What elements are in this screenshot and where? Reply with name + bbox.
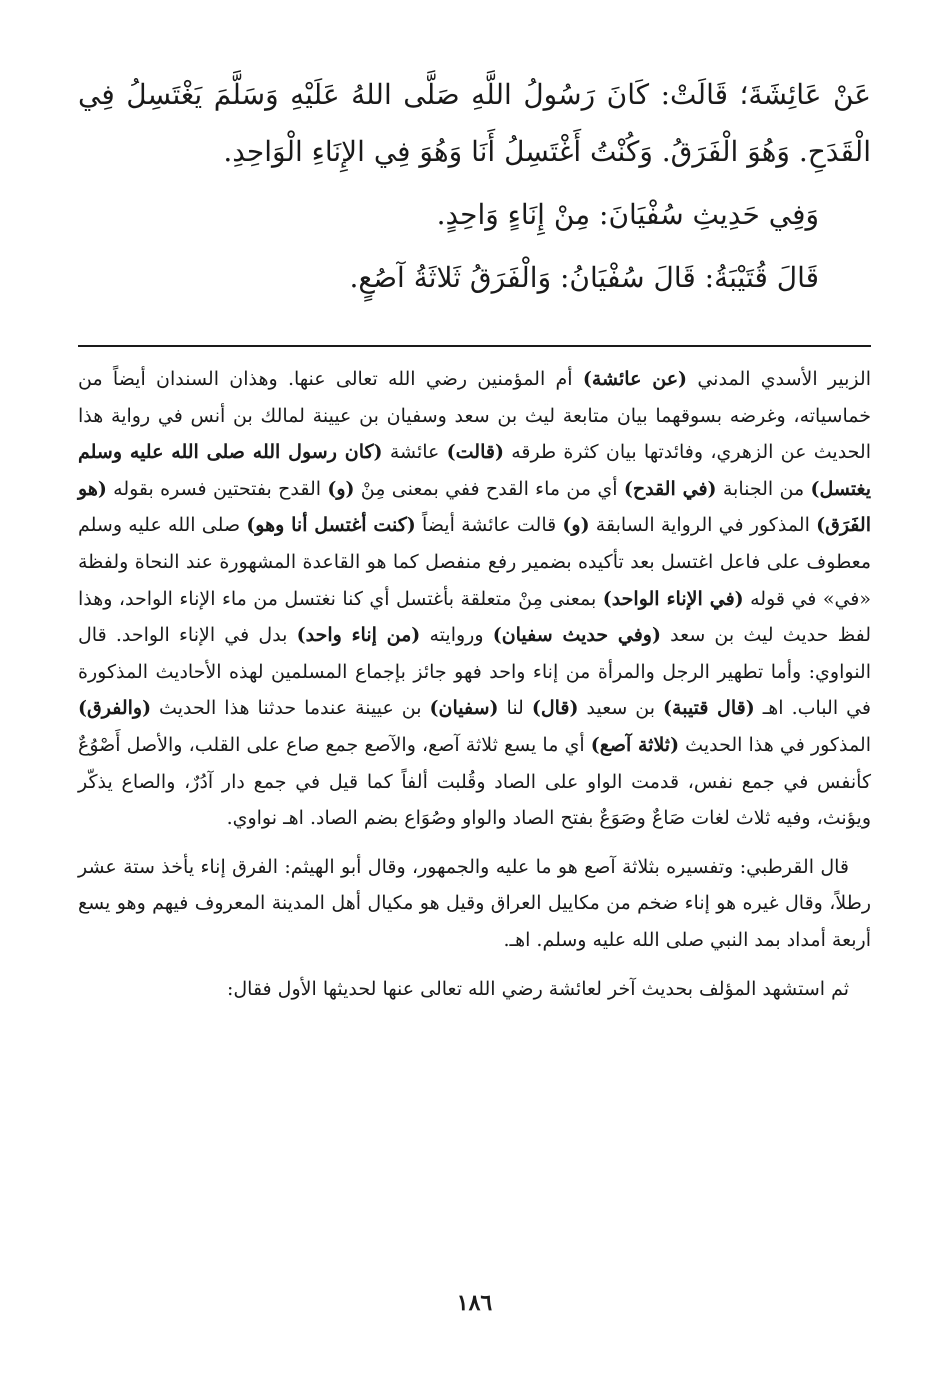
commentary-paragraph-qurtubi: قال القرطبي: وتفسيره بثلاثة آصع هو ما عليه والجمهور، وقال أبو الهيثم: الفرق إناء يأخذ ستة عشر رطلاً، وقال غيره هو إناء ضخم من مكاييل العراق وقيل هو مكيال أهل المدينة المعروف فيهم وهو يسع أربعة أمداد بمد النبي صلى الله عليه وسلم. اهـ. [78,855,871,951]
quoted-term: (والفرق) [78,697,152,720]
commentary-text-run: لنا [498,697,532,720]
commentary-text [78,361,871,1019]
hadith-text [78,66,871,312]
quoted-term: (وفي حديث سفيان) [492,624,661,647]
hadith-sufyan-variant: وَفِي حَدِيثِ سُفْيَانَ: مِنْ إِنَاءٍ وَاحِدٍ. [436,198,819,231]
quoted-term: (هو الفَرَق) [78,477,871,537]
commentary-text-run: أي من ماء القدح ففي بمعنى مِنْ [354,477,624,500]
commentary-text-run: المذكور في الرواية السابقة [589,514,817,537]
commentary-text-run: عائشة [382,441,447,464]
quoted-term: (من إناء واحد) [296,624,421,647]
quoted-term: (عن عائشة) [582,368,688,390]
commentary-text-run: الزبير الأسدي المدني [687,368,871,390]
commentary-text-run: القدح بفتحتين فسره بقوله [106,477,328,500]
commentary-text-run: وروايته [420,624,493,647]
quoted-term: (قال قتيبة) [663,697,755,720]
hadith-qutaybah-note: قَالَ قُتَيْبَةُ: قَالَ سُفْيَانُ: وَالْفَرَقُ ثَلاثَةُ آصُعٍ. [349,261,819,294]
quoted-term: (ثلاثة آصع) [590,733,680,756]
quoted-term: (قالت) [446,441,504,464]
commentary-text-run: بمعنى مِنْ متعلقة بأغتسل أي كنا نغتسل من ماء الإناء الواحد، وهذا لفظ حديث ليث بن سعد [78,587,872,647]
commentary-text-run: من الجنابة [716,477,811,500]
commentary-text-run: أم المؤمنين رضي الله تعالى عنها. وهذان السندان أيضاً من خماسياته، وغرضه بسوقهما بيان متابعة ليث بن سعد وسفيان بن عيينة لمالك بن أنس في رواية هذا الحديث عن الزهري، وفائدتها بيان كثرة طرقه [78,368,871,464]
quoted-term: (و) [327,477,355,500]
page-number: ١٨٦ [456,1290,493,1316]
commentary-text-run: بدل في الإناء الواحد. قال النواوي: وأما تطهير الرجل والمرأة من إناء واحد فهو جائز بإجماع المسلمين لهذه الأحاديث المذكورة في الباب. اهـ [78,624,872,720]
commentary-paragraph-1 [78,361,871,837]
commentary-text-run: بن سعيد [578,697,664,720]
quoted-term: (و) [562,514,590,537]
quoted-term: (قال) [531,697,579,720]
footnote-separator [78,345,871,347]
quoted-term: (في القدح) [623,477,717,500]
quoted-term: (سفيان) [429,697,499,720]
commentary-text-run: المذكور في هذا الحديث [679,733,871,756]
commentary-text-run: بن عيينة عندما حدثنا هذا الحديث [151,697,430,720]
commentary-text-run: أي ما يسع ثلاثة آصع، والآصع جمع صاع على القلب، والأصل أَصْوُعٌ كأنفس في جمع نفس، قدمت الواو على الصاد وقُلبت ألفاً كما قيل في جمع دار آدُرٌ، والصاع يذكّر ويؤنث، وفيه ثلاث لغات صَاعٌ وصَوَعٌ بفتح الصاد والواو وصُوَاع بضم الصاد. اهـ نواوي. [78,733,871,830]
commentary-text-run: قالت عائشة أيضاً [415,514,563,537]
quoted-term: (كان رسول الله صلى الله عليه وسلم يغتسل) [78,441,872,500]
quoted-term: (في الإناء الواحد) [602,587,744,610]
commentary-paragraph-transition: ثم استشهد المؤلف بحديث آخر لعائشة رضي الله تعالى عنها لحديثها الأول فقال: [226,977,849,1000]
commentary-text-run: صلى الله عليه وسلم معطوف على فاعل اغتسل بعد تأكيده بضمير رفع منفصل كما هو القاعدة المشهورة عند النحاة ولفظة «في» في قوله [78,514,871,610]
hadith-main: عَنْ عَائِشَةَ؛ قَالَتْ: كَانَ رَسُولُ اللَّهِ صَلَّى اللهُ عَلَيْهِ وَسَلَّمَ يَغْتَسِلُ فِي الْقَدَحِ. وَهُوَ الْفَرَقُ. وَكُنْتُ أَغْتَسِلُ أَنَا وَهُوَ فِي الإِنَاءِ الْوَاحِدِ. [78,78,871,168]
quoted-term: (كنت أغتسل أنا وهو) [246,514,416,537]
